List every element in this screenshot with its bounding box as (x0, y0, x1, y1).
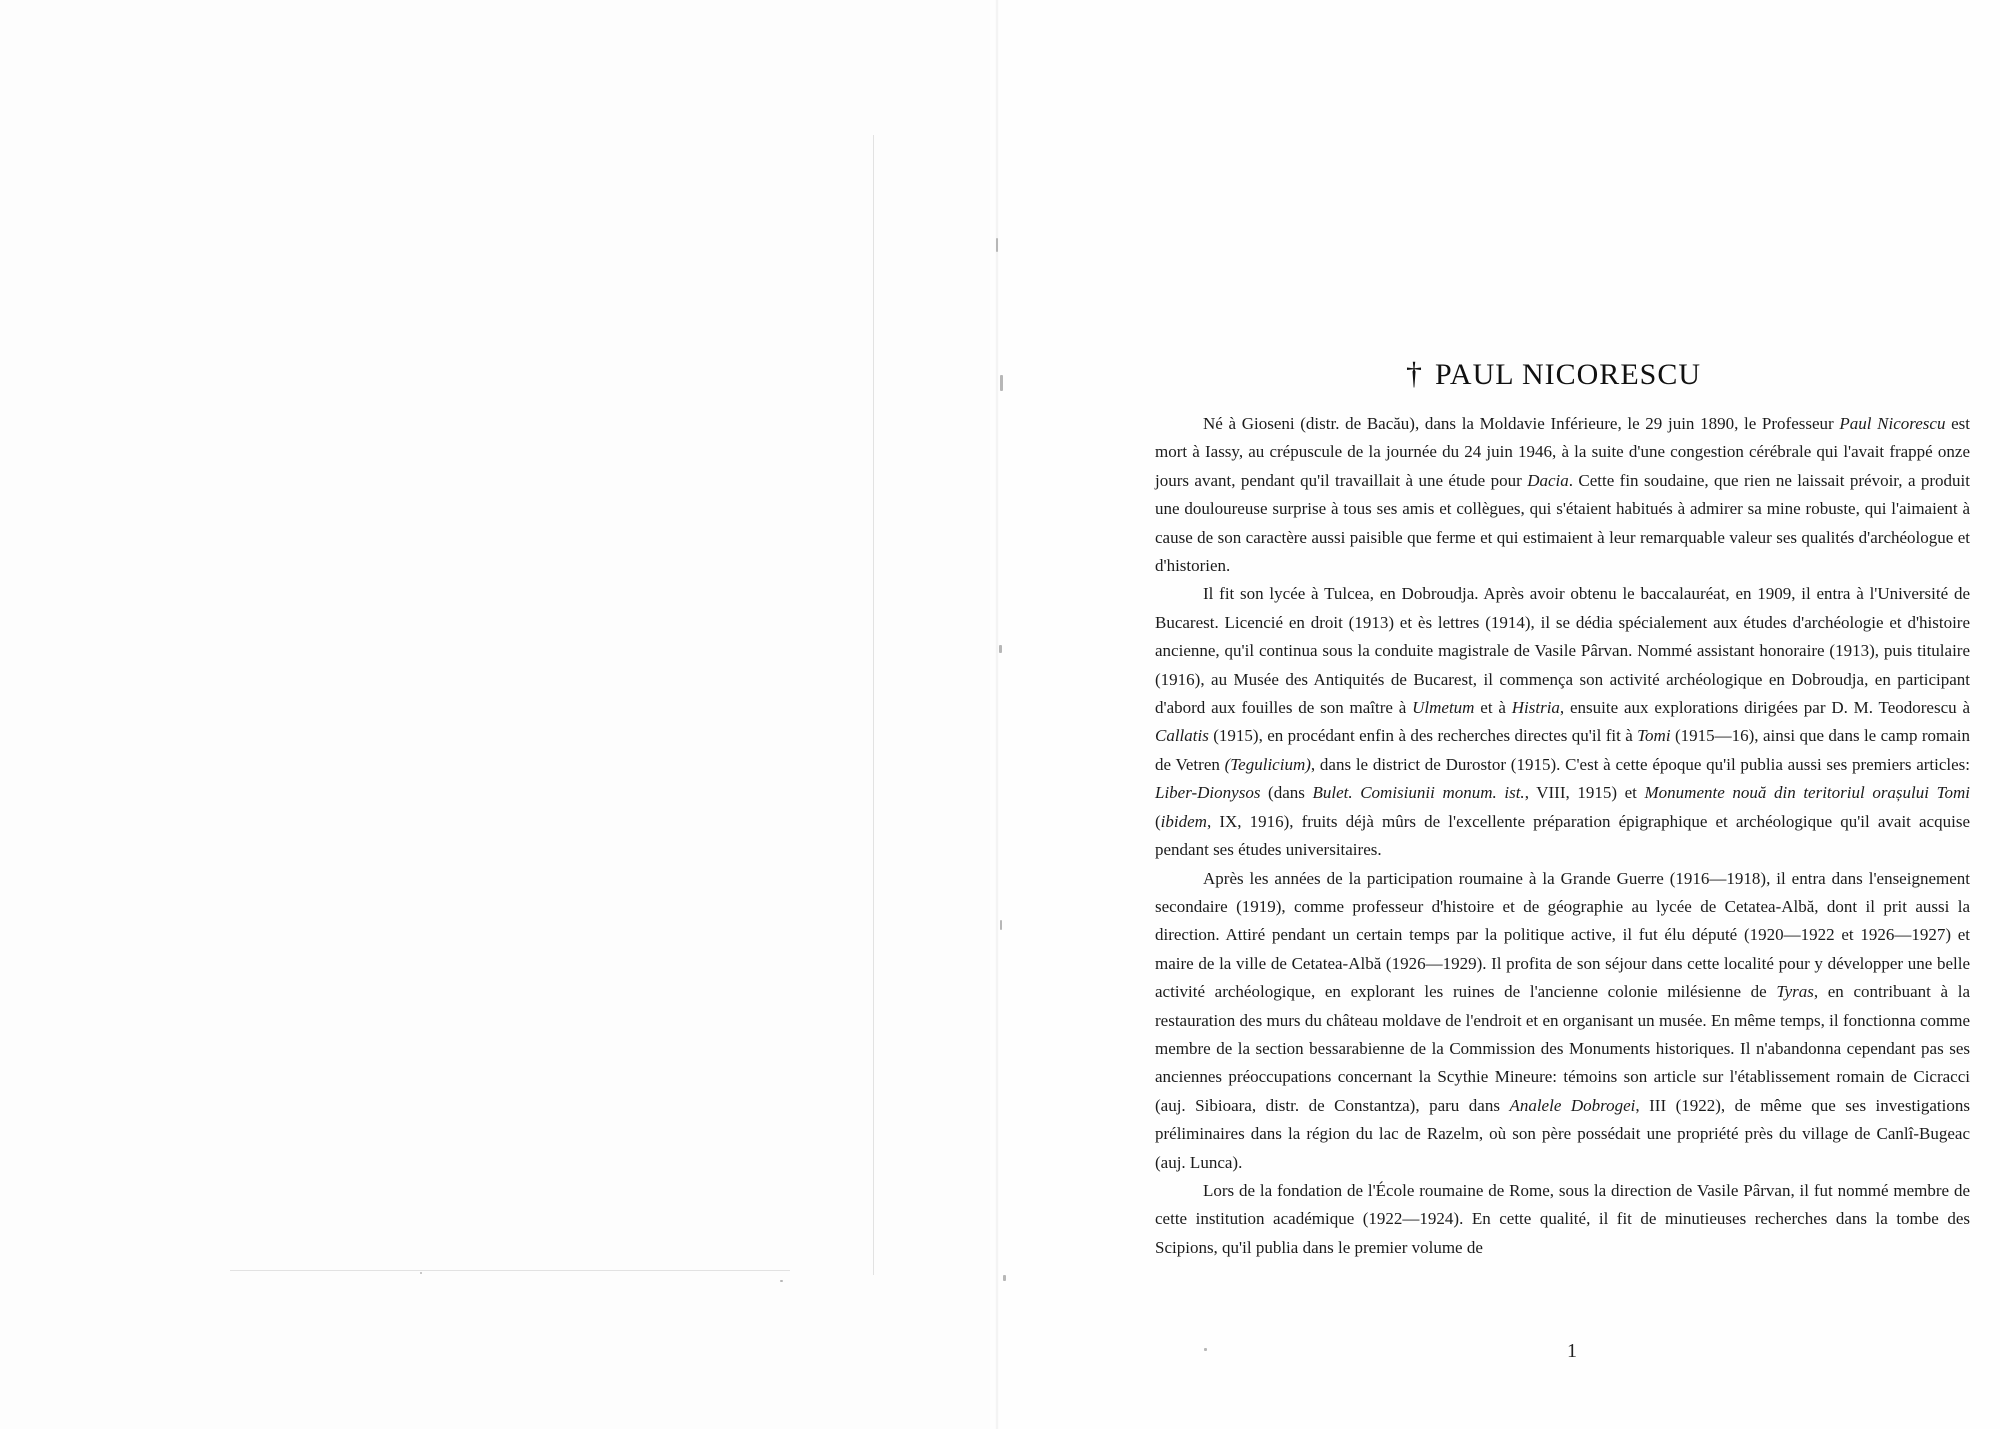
italic-text-run: Tomi (1637, 726, 1671, 746)
article-title-text: PAUL NICORESCU (1435, 358, 1701, 391)
cross-symbol: † (1406, 355, 1423, 391)
italic-text-run: Dacia (1527, 470, 1569, 490)
italic-text-run: Analele Dobrogei (1509, 1095, 1636, 1115)
text-run: Lors de la fondation de l'École roumaine de Rome, sous la direction de Vasile Pârvan, il fut nommé membre de cette institution académique (1922—1924). En cette qualité, il fit de minutieuses recherches dans la tombe des Scipions, qu'il publia dans le premier volume de (1155, 1180, 1970, 1257)
text-run: , dans le district de Durostor (1915). C'est à cette époque qu'il publia aussi ses premiers articles: (1310, 754, 1971, 774)
scan-artifact-line (230, 1270, 790, 1271)
scan-speck (420, 1272, 422, 1274)
italic-text-run: Liber-Dionysos (1155, 783, 1261, 803)
left-page-blank (0, 0, 990, 1429)
text-run: Né à Gioseni (distr. de Bacău), dans la Moldavie Inférieure, le 29 juin 1890, le Professeur (1203, 414, 1840, 433)
text-run: et à (1474, 698, 1512, 718)
italic-text-run: ibidem (1160, 811, 1207, 831)
scan-speck (780, 1280, 783, 1282)
text-run: (1915—16), ainsi que dans le camp romain de Vetren (1155, 726, 1970, 774)
page-gutter (995, 0, 999, 1429)
text-run: , ensuite aux explorations dirigées par D. M. Teodorescu à (1559, 698, 1970, 718)
italic-text-run: Paul Nicorescu (1839, 414, 1946, 433)
text-run: . Cette fin soudaine, que rien ne laissait prévoir, a produit une douloureuse surprise à tous ses amis et collègues, qui s'étaient habitués à admirer sa mine robuste, qui l'aimaient à cause de son caractère aussi paisible que ferme et qui estimaient à leur remarquable valeur ses qualités d'archéologue et d'historien. (1155, 470, 1970, 576)
text-run: , IX, 1916), fruits déjà mûrs de l'excellente préparation épigraphique et archéologique qu'il avait acquise pendant ses études universitaires. (1155, 811, 1970, 860)
text-run: ( (1155, 811, 1161, 831)
italic-text-run: Callatis (1155, 726, 1209, 746)
text-run: Il fit son lycée à Tulcea, en Dobroudja. Après avoir obtenu le baccalauréat, en 1909, il entra à l'Université de Bucarest. Licencié en droit (1913) et ès lettres (1914), il se dédia spécialement aux études d'archéologie et d'histoire ancienne, qu'il continua sous la conduite magistrale de Vasile Pârvan. Nommé assistant honoraire (1913), puis titulaire (1916), au Musée des Antiquités de Bucarest, il commença son activité archéologique en Dobroudja, en participant d'abord aux fouilles de son maître à (1155, 584, 1970, 718)
scan-speck (996, 238, 998, 252)
italic-text-run: Histria (1511, 698, 1560, 718)
article-paragraph (1155, 580, 1970, 864)
text-run: Après les années de la participation roumaine à la Grande Guerre (1916—1918), il entra dans l'enseignement secondaire (1919), comme professeur d'histoire et de géographie au lycée de Cetatea-Albă, dont il prit aussi la direction. Attiré pendant un certain temps par la politique active, il fut élu député (1920—1922 et 1926—1927) et maire de la ville de Cetatea-Albă (1926—1929). Il profita de son séjour dans cette localité pour y développer une belle activité archéologique, en explorant les ruines de l'ancienne colonie milésienne de (1155, 868, 1970, 1002)
article-paragraph (1155, 1177, 1970, 1262)
text-run: , VIII, 1915) et (1524, 783, 1645, 803)
scan-artifact-line (873, 135, 874, 1275)
article-paragraph (1155, 410, 1970, 580)
text-run: (1915), en procédant enfin à des recherches directes qu'il fit à (1208, 726, 1638, 746)
article-title (1406, 355, 1701, 392)
italic-text-run: Monumente nouă din teritoriul orașului Tomi (1644, 783, 1970, 803)
italic-text-run: Ulmetum (1412, 698, 1475, 718)
italic-text-run: Tyras (1776, 982, 1814, 1002)
italic-text-run: Bulet. Comisiunii monum. ist. (1312, 783, 1525, 803)
text-run: , en contribuant à la restauration des murs du château moldave de l'endroit et en organisant un musée. En même temps, il fonctionna comme membre de la section bessarabienne de la Commission des Monuments historiques. Il n'abandonna cependant pas ses anciennes préoccupations concernant la Scythie Mineure: témoins son article sur l'établissement romain de Cicracci (auj. Sibioara, distr. de Constantza), paru dans (1155, 982, 1970, 1115)
text-run: , III (1922), de même que ses investigations préliminaires dans la région du lac de Razelm, où son père possédait une propriété près du village de Canlî-Bugeac (auj. Lunca). (1155, 1095, 1970, 1172)
text-run: est mort à Iassy, au crépuscule de la journée du 24 juin 1946, à la suite d'une congestion cérébrale qui l'avait frappé onze jours avant, pendant qu'il travaillait à une étude pour (1155, 414, 1971, 490)
text-run: (dans (1260, 783, 1313, 803)
article-paragraph (1155, 865, 1970, 1177)
page-number: 1 (1567, 1340, 1577, 1362)
italic-text-run: (Tegulicium) (1224, 754, 1311, 774)
article-body (1155, 410, 1970, 1262)
